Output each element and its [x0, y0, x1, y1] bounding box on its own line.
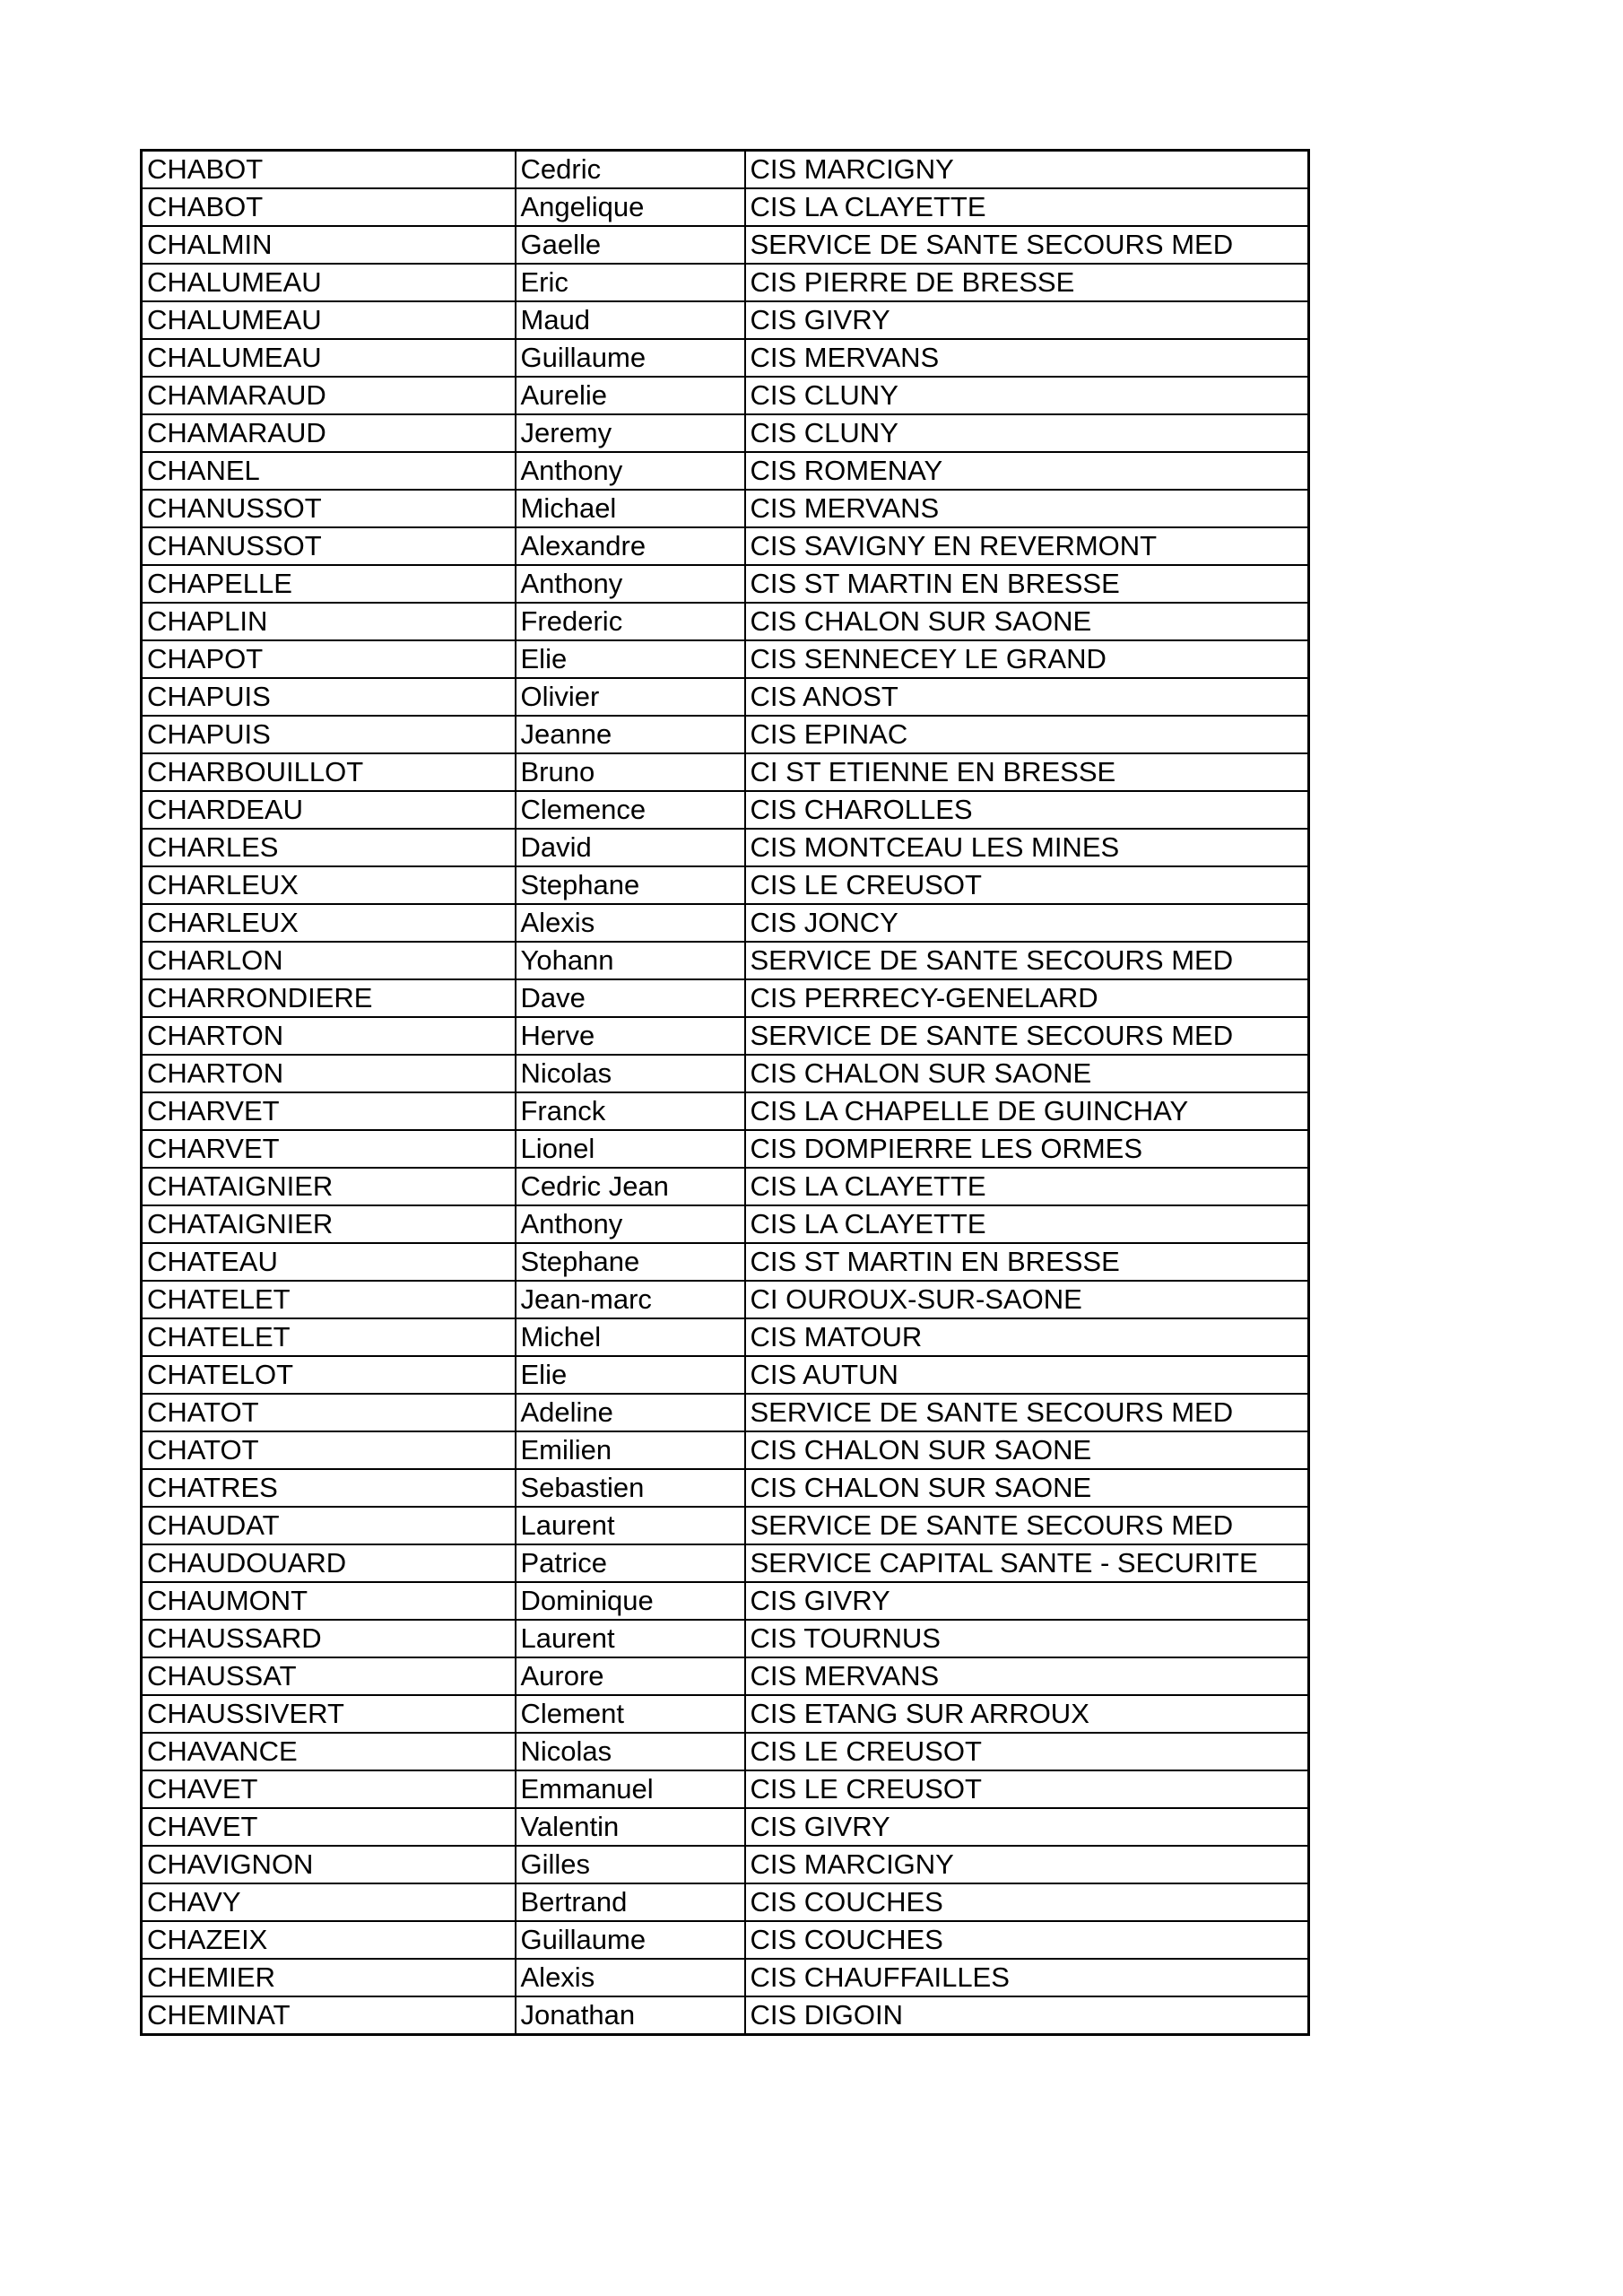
- last-name-cell: CHATOT: [142, 1431, 516, 1469]
- last-name-cell: CHARRONDIERE: [142, 979, 516, 1017]
- unit-cell: CIS LE CREUSOT: [745, 1770, 1309, 1808]
- last-name-cell: CHALMIN: [142, 226, 516, 264]
- table-row: [142, 1017, 1309, 1055]
- unit-cell: SERVICE DE SANTE SECOURS MED: [745, 1017, 1309, 1055]
- unit-cell: CIS CHALON SUR SAONE: [745, 603, 1309, 640]
- first-name-cell: Alexandre: [516, 527, 745, 565]
- table-row: [142, 527, 1309, 565]
- first-name-cell: Stephane: [516, 1243, 745, 1281]
- last-name-cell: CHABOT: [142, 151, 516, 189]
- roster-table-body: [142, 151, 1309, 2035]
- table-row: [142, 1846, 1309, 1883]
- table-row: [142, 791, 1309, 829]
- last-name-cell: CHABOT: [142, 188, 516, 226]
- first-name-cell: Anthony: [516, 565, 745, 603]
- table-row: [142, 377, 1309, 414]
- table-row: [142, 1582, 1309, 1620]
- first-name-cell: Aurore: [516, 1657, 745, 1695]
- table-row: [142, 1770, 1309, 1808]
- unit-cell: CI OUROUX-SUR-SAONE: [745, 1281, 1309, 1318]
- unit-cell: CIS GIVRY: [745, 301, 1309, 339]
- last-name-cell: CHEMINAT: [142, 1996, 516, 2035]
- first-name-cell: Sebastien: [516, 1469, 745, 1507]
- unit-cell: SERVICE CAPITAL SANTE - SECURITE: [745, 1544, 1309, 1582]
- unit-cell: CIS MARCIGNY: [745, 1846, 1309, 1883]
- last-name-cell: CHAPLIN: [142, 603, 516, 640]
- last-name-cell: CHAPUIS: [142, 678, 516, 716]
- first-name-cell: Eric: [516, 264, 745, 301]
- table-row: [142, 753, 1309, 791]
- first-name-cell: Lionel: [516, 1130, 745, 1168]
- table-row: [142, 1394, 1309, 1431]
- table-row: [142, 1733, 1309, 1770]
- first-name-cell: Yohann: [516, 942, 745, 979]
- unit-cell: CIS COUCHES: [745, 1921, 1309, 1959]
- last-name-cell: CHARBOUILLOT: [142, 753, 516, 791]
- unit-cell: SERVICE DE SANTE SECOURS MED: [745, 226, 1309, 264]
- table-row: [142, 301, 1309, 339]
- table-row: [142, 1469, 1309, 1507]
- unit-cell: CIS ST MARTIN EN BRESSE: [745, 565, 1309, 603]
- first-name-cell: Adeline: [516, 1394, 745, 1431]
- first-name-cell: Elie: [516, 1356, 745, 1394]
- last-name-cell: CHAVET: [142, 1808, 516, 1846]
- unit-cell: SERVICE DE SANTE SECOURS MED: [745, 1507, 1309, 1544]
- table-row: [142, 1544, 1309, 1582]
- table-row: [142, 452, 1309, 490]
- first-name-cell: Jean-marc: [516, 1281, 745, 1318]
- unit-cell: CIS SAVIGNY EN REVERMONT: [745, 527, 1309, 565]
- first-name-cell: Guillaume: [516, 1921, 745, 1959]
- unit-cell: CIS DIGOIN: [745, 1996, 1309, 2035]
- first-name-cell: Alexis: [516, 904, 745, 942]
- last-name-cell: CHANUSSOT: [142, 490, 516, 527]
- first-name-cell: Clemence: [516, 791, 745, 829]
- first-name-cell: Emilien: [516, 1431, 745, 1469]
- unit-cell: SERVICE DE SANTE SECOURS MED: [745, 1394, 1309, 1431]
- unit-cell: CIS MERVANS: [745, 339, 1309, 377]
- table-row: [142, 1657, 1309, 1695]
- first-name-cell: Gilles: [516, 1846, 745, 1883]
- unit-cell: CI ST ETIENNE EN BRESSE: [745, 753, 1309, 791]
- first-name-cell: Dave: [516, 979, 745, 1017]
- first-name-cell: Stephane: [516, 866, 745, 904]
- unit-cell: SERVICE DE SANTE SECOURS MED: [745, 942, 1309, 979]
- roster-table: [140, 149, 1310, 2036]
- table-row: [142, 1808, 1309, 1846]
- first-name-cell: Maud: [516, 301, 745, 339]
- table-row: [142, 1318, 1309, 1356]
- table-row: [142, 1243, 1309, 1281]
- unit-cell: CIS MATOUR: [745, 1318, 1309, 1356]
- first-name-cell: Angelique: [516, 188, 745, 226]
- first-name-cell: Aurelie: [516, 377, 745, 414]
- first-name-cell: Guillaume: [516, 339, 745, 377]
- table-row: [142, 1281, 1309, 1318]
- table-row: [142, 264, 1309, 301]
- first-name-cell: Jonathan: [516, 1996, 745, 2035]
- table-row: [142, 603, 1309, 640]
- table-row: [142, 1996, 1309, 2035]
- unit-cell: CIS ANOST: [745, 678, 1309, 716]
- unit-cell: CIS MARCIGNY: [745, 151, 1309, 189]
- unit-cell: CIS MONTCEAU LES MINES: [745, 829, 1309, 866]
- table-row: [142, 1883, 1309, 1921]
- last-name-cell: CHATAIGNIER: [142, 1205, 516, 1243]
- first-name-cell: Frederic: [516, 603, 745, 640]
- last-name-cell: CHANEL: [142, 452, 516, 490]
- last-name-cell: CHEMIER: [142, 1959, 516, 1996]
- last-name-cell: CHAUSSIVERT: [142, 1695, 516, 1733]
- first-name-cell: Bruno: [516, 753, 745, 791]
- unit-cell: CIS CHALON SUR SAONE: [745, 1055, 1309, 1092]
- unit-cell: CIS CLUNY: [745, 414, 1309, 452]
- unit-cell: CIS LA CHAPELLE DE GUINCHAY: [745, 1092, 1309, 1130]
- table-row: [142, 1055, 1309, 1092]
- unit-cell: CIS ETANG SUR ARROUX: [745, 1695, 1309, 1733]
- first-name-cell: Herve: [516, 1017, 745, 1055]
- unit-cell: CIS GIVRY: [745, 1582, 1309, 1620]
- last-name-cell: CHAPELLE: [142, 565, 516, 603]
- table-row: [142, 1356, 1309, 1394]
- last-name-cell: CHALUMEAU: [142, 339, 516, 377]
- last-name-cell: CHARVET: [142, 1130, 516, 1168]
- table-row: [142, 1130, 1309, 1168]
- table-row: [142, 188, 1309, 226]
- last-name-cell: CHAPUIS: [142, 716, 516, 753]
- last-name-cell: CHALUMEAU: [142, 301, 516, 339]
- unit-cell: CIS MERVANS: [745, 490, 1309, 527]
- table-row: [142, 1959, 1309, 1996]
- last-name-cell: CHAZEIX: [142, 1921, 516, 1959]
- first-name-cell: Laurent: [516, 1620, 745, 1657]
- table-row: [142, 716, 1309, 753]
- unit-cell: CIS ROMENAY: [745, 452, 1309, 490]
- last-name-cell: CHATELOT: [142, 1356, 516, 1394]
- last-name-cell: CHARTON: [142, 1055, 516, 1092]
- unit-cell: CIS LA CLAYETTE: [745, 1205, 1309, 1243]
- unit-cell: CIS EPINAC: [745, 716, 1309, 753]
- last-name-cell: CHAVANCE: [142, 1733, 516, 1770]
- first-name-cell: Michael: [516, 490, 745, 527]
- last-name-cell: CHANUSSOT: [142, 527, 516, 565]
- unit-cell: CIS CHALON SUR SAONE: [745, 1469, 1309, 1507]
- last-name-cell: CHATAIGNIER: [142, 1168, 516, 1205]
- table-row: [142, 1205, 1309, 1243]
- unit-cell: CIS LA CLAYETTE: [745, 188, 1309, 226]
- table-row: [142, 1431, 1309, 1469]
- first-name-cell: Elie: [516, 640, 745, 678]
- last-name-cell: CHATELET: [142, 1281, 516, 1318]
- last-name-cell: CHAVIGNON: [142, 1846, 516, 1883]
- unit-cell: CIS PERRECY-GENELARD: [745, 979, 1309, 1017]
- first-name-cell: Michel: [516, 1318, 745, 1356]
- first-name-cell: Laurent: [516, 1507, 745, 1544]
- table-row: [142, 829, 1309, 866]
- first-name-cell: Anthony: [516, 1205, 745, 1243]
- table-row: [142, 866, 1309, 904]
- last-name-cell: CHAMARAUD: [142, 377, 516, 414]
- table-row: [142, 1092, 1309, 1130]
- first-name-cell: Anthony: [516, 452, 745, 490]
- table-row: [142, 339, 1309, 377]
- unit-cell: CIS SENNECEY LE GRAND: [745, 640, 1309, 678]
- first-name-cell: Alexis: [516, 1959, 745, 1996]
- table-row: [142, 1695, 1309, 1733]
- unit-cell: CIS LA CLAYETTE: [745, 1168, 1309, 1205]
- table-row: [142, 1620, 1309, 1657]
- table-row: [142, 490, 1309, 527]
- last-name-cell: CHAUDOUARD: [142, 1544, 516, 1582]
- table-row: [142, 226, 1309, 264]
- table-row: [142, 904, 1309, 942]
- table-row: [142, 414, 1309, 452]
- last-name-cell: CHATOT: [142, 1394, 516, 1431]
- unit-cell: CIS PIERRE DE BRESSE: [745, 264, 1309, 301]
- first-name-cell: Valentin: [516, 1808, 745, 1846]
- last-name-cell: CHARVET: [142, 1092, 516, 1130]
- first-name-cell: Dominique: [516, 1582, 745, 1620]
- table-row: [142, 942, 1309, 979]
- unit-cell: CIS AUTUN: [745, 1356, 1309, 1394]
- last-name-cell: CHAVY: [142, 1883, 516, 1921]
- last-name-cell: CHARTON: [142, 1017, 516, 1055]
- first-name-cell: Cedric: [516, 151, 745, 189]
- table-row: [142, 678, 1309, 716]
- last-name-cell: CHARDEAU: [142, 791, 516, 829]
- unit-cell: CIS GIVRY: [745, 1808, 1309, 1846]
- unit-cell: CIS CHALON SUR SAONE: [745, 1431, 1309, 1469]
- table-row: [142, 640, 1309, 678]
- unit-cell: CIS LE CREUSOT: [745, 866, 1309, 904]
- last-name-cell: CHAUDAT: [142, 1507, 516, 1544]
- first-name-cell: Patrice: [516, 1544, 745, 1582]
- first-name-cell: Olivier: [516, 678, 745, 716]
- table-row: [142, 1507, 1309, 1544]
- first-name-cell: Jeanne: [516, 716, 745, 753]
- table-row: [142, 1168, 1309, 1205]
- unit-cell: CIS JONCY: [745, 904, 1309, 942]
- last-name-cell: CHAVET: [142, 1770, 516, 1808]
- last-name-cell: CHATELET: [142, 1318, 516, 1356]
- last-name-cell: CHARLEUX: [142, 866, 516, 904]
- table-row: [142, 565, 1309, 603]
- first-name-cell: Gaelle: [516, 226, 745, 264]
- first-name-cell: Clement: [516, 1695, 745, 1733]
- first-name-cell: Cedric Jean: [516, 1168, 745, 1205]
- first-name-cell: Franck: [516, 1092, 745, 1130]
- unit-cell: CIS LE CREUSOT: [745, 1733, 1309, 1770]
- last-name-cell: CHALUMEAU: [142, 264, 516, 301]
- table-row: [142, 979, 1309, 1017]
- unit-cell: CIS CHAUFFAILLES: [745, 1959, 1309, 1996]
- last-name-cell: CHAMARAUD: [142, 414, 516, 452]
- first-name-cell: Nicolas: [516, 1055, 745, 1092]
- first-name-cell: Nicolas: [516, 1733, 745, 1770]
- last-name-cell: CHATRES: [142, 1469, 516, 1507]
- unit-cell: CIS CHAROLLES: [745, 791, 1309, 829]
- last-name-cell: CHATEAU: [142, 1243, 516, 1281]
- first-name-cell: David: [516, 829, 745, 866]
- last-name-cell: CHAUSSARD: [142, 1620, 516, 1657]
- first-name-cell: Jeremy: [516, 414, 745, 452]
- first-name-cell: Bertrand: [516, 1883, 745, 1921]
- unit-cell: CIS MERVANS: [745, 1657, 1309, 1695]
- unit-cell: CIS CLUNY: [745, 377, 1309, 414]
- table-row: [142, 151, 1309, 189]
- last-name-cell: CHAUMONT: [142, 1582, 516, 1620]
- first-name-cell: Emmanuel: [516, 1770, 745, 1808]
- unit-cell: CIS COUCHES: [745, 1883, 1309, 1921]
- unit-cell: CIS DOMPIERRE LES ORMES: [745, 1130, 1309, 1168]
- table-row: [142, 1921, 1309, 1959]
- last-name-cell: CHAPOT: [142, 640, 516, 678]
- unit-cell: CIS ST MARTIN EN BRESSE: [745, 1243, 1309, 1281]
- last-name-cell: CHAUSSAT: [142, 1657, 516, 1695]
- last-name-cell: CHARLES: [142, 829, 516, 866]
- unit-cell: CIS TOURNUS: [745, 1620, 1309, 1657]
- last-name-cell: CHARLEUX: [142, 904, 516, 942]
- last-name-cell: CHARLON: [142, 942, 516, 979]
